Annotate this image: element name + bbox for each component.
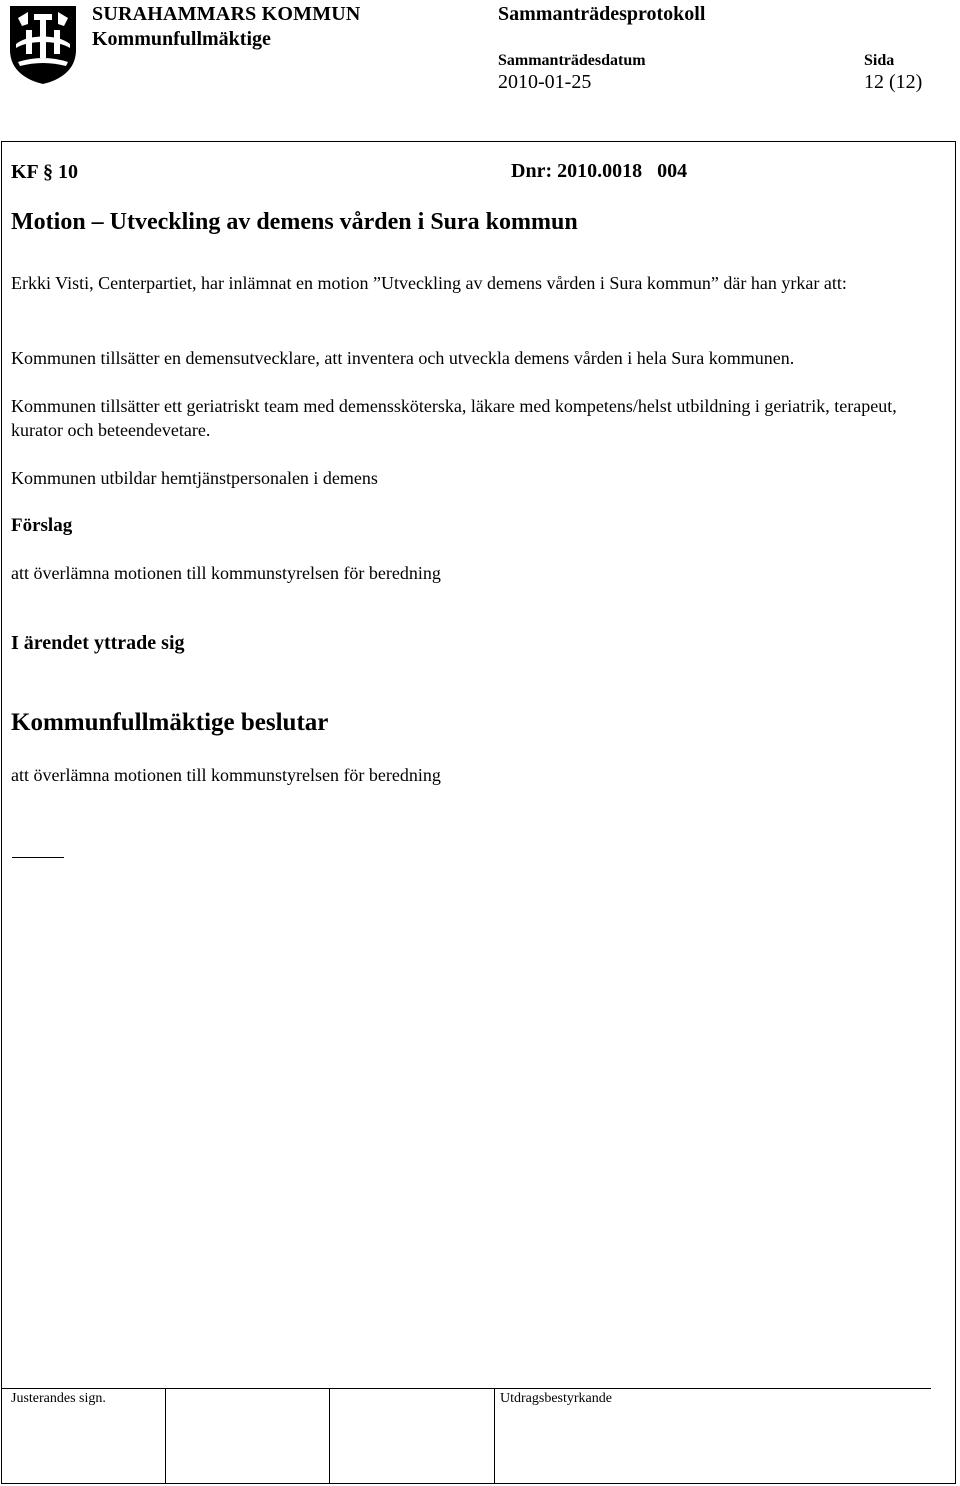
motion-demand-2: Kommunen tillsätter ett geriatriskt team med demenssköterska, läkare med kompetens/helst utbildning i geriatrik, terapeut, kurator och beteendevetare. <box>11 396 897 440</box>
diary-number: Dnr: 2010.0018 004 <box>511 160 688 182</box>
footer-divider <box>1 1388 931 1389</box>
footer-column-divider <box>494 1388 495 1484</box>
council-name: Kommunfullmäktige <box>92 28 271 50</box>
discussion-heading: I ärendet yttrade sig <box>11 632 185 654</box>
end-rule <box>12 857 64 858</box>
motion-intro: Erkki Visti, Centerpartiet, har inlämnat en motion ”Utveckling av demens vården i Sura kommun” där han yrkar att: <box>11 273 847 293</box>
section-number: KF § 10 <box>11 161 79 183</box>
motion-demand-1: Kommunen tillsätter en demensutvecklare, att inventera och utveckla demens vården i hela Sura kommunen. <box>11 348 795 368</box>
page-number: 12 (12) <box>864 71 923 93</box>
decision-text: att överlämna motionen till kommunstyrelsen för beredning <box>11 765 441 785</box>
item-title: Motion – Utveckling av demens vården i Sura kommun <box>11 209 578 235</box>
motion-demand-3: Kommunen utbildar hemtjänstpersonalen i demens <box>11 468 378 488</box>
municipality-name: SURAHAMMARS KOMMUN <box>92 3 361 25</box>
decision-heading: Kommunfullmäktige beslutar <box>11 709 329 736</box>
meeting-date-value: 2010-01-25 <box>498 71 592 93</box>
document-type: Sammanträdesprotokoll <box>498 3 706 25</box>
footer-column-divider <box>165 1388 166 1484</box>
proposal-heading: Förslag <box>11 515 73 536</box>
footer-column-divider <box>329 1388 330 1484</box>
content-frame <box>1 141 956 1484</box>
meeting-date-label: Sammanträdesdatum <box>498 52 646 69</box>
page-label: Sida <box>864 52 895 69</box>
adjuster-signature-label: Justerandes sign. <box>11 1391 106 1406</box>
extract-certification-label: Utdragsbestyrkande <box>500 1391 612 1406</box>
proposal-text: att överlämna motionen till kommunstyrelsen för beredning <box>11 563 441 583</box>
municipal-coat-of-arms-icon <box>8 4 78 86</box>
